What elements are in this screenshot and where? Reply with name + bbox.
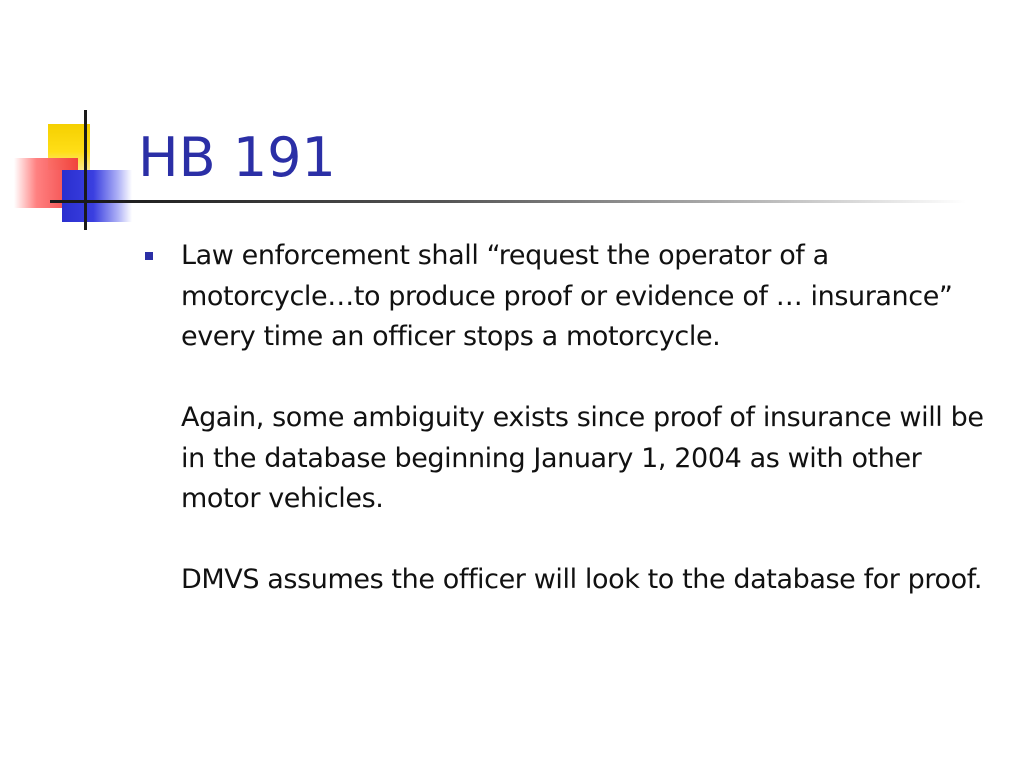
bullet-paragraph-2: Again, some ambiguity exists since proof of insurance will be in the database beginning January 1, 2004 as with other motor vehicles. bbox=[181, 402, 984, 514]
square-bullet-icon bbox=[145, 252, 153, 260]
logo-vertical-line bbox=[84, 110, 87, 230]
bullet-paragraph-1: Law enforcement shall “request the operator of a motorcycle…to produce proof or evidence of … insurance” every time an officer stops a motorcycle. bbox=[181, 240, 953, 352]
logo-horizontal-line bbox=[50, 200, 96, 203]
title-underline-rule bbox=[96, 200, 966, 203]
slide-body bbox=[145, 236, 1005, 601]
bullet-paragraph-3: DMVS assumes the officer will look to the database for proof. bbox=[181, 564, 983, 595]
slide-title: HB 191 bbox=[138, 126, 336, 189]
logo-blue-square bbox=[62, 170, 132, 222]
bullet-item bbox=[145, 236, 1005, 601]
